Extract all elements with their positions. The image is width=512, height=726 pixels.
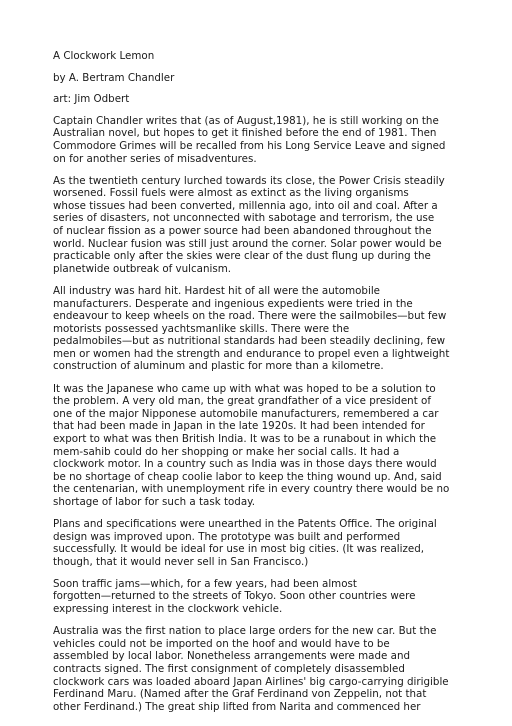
paragraph-line: manufacturers. Desperate and ingenious expedients were tried in the [53,297,413,310]
paragraph-line: world. Nuclear fusion was still just around the corner. Solar power would be [53,237,442,250]
story-title: A Clockwork Lemon [53,50,155,62]
paragraph-line: clockwork cars was loaded aboard Japan Airlines' big cargo-carrying dirigible [53,675,449,688]
paragraph-line: whose tissues had been converted, millennia ago, into oil and coal. After a [53,199,438,212]
paragraph-line: design was improved upon. The prototype was built and performed [53,530,401,543]
paragraph-line: endeavour to keep wheels on the road. There were the sailmobiles—but few [53,310,447,323]
paragraph [53,115,467,165]
paragraph-line: export to what was then British India. It was to be a runabout in which the [53,432,437,445]
paragraph-line: the problem. A very old man, the great grandfather of a vice president of [53,395,431,408]
paragraph-line: As the twentieth century lurched towards its close, the Power Crisis steadily [53,174,445,187]
paragraph [53,175,467,276]
paragraph-line: men or women had the strength and endurance to propel even a lightweight [53,347,450,360]
paragraph-line: on for another series of misadventures. [53,152,257,165]
paragraph-line: of nuclear fission as a power source had been abandoned throughout the [53,225,432,238]
paragraph-line: contracts signed. The first consignment of completely disassembled [53,662,405,675]
paragraph-line: clockwork motor. In a country such as India was in those days there would [53,458,437,471]
story-art-credit: art: Jim Odbert [53,93,130,106]
paragraph-line: Captain Chandler writes that (as of August,1981), he is still working on the [53,114,439,127]
paragraph-line: Soon traffic jams—which, for a few years, had been almost [53,577,357,590]
paragraph-line: other Ferdinand.) The great ship lifted from Narita and commenced her [53,700,421,713]
story-body [53,115,467,714]
paragraph-line: one of the major Nipponese automobile manufacturers, remembered a car [53,407,439,420]
paragraph-line: It was the Japanese who came up with what was hoped to be a solution to [53,382,436,395]
paragraph-line: Australian novel, but hopes to get it finished before the end of 1981. Then [53,127,437,140]
paragraph-line: construction of aluminum and plastic for more than a kilometre. [53,360,384,373]
paragraph-line: that had been made in Japan in the late 1920s. It had been intended for [53,420,425,433]
paragraph-line: though, that it would never sell in San Francisco.) [53,555,309,568]
paragraph-line: motorists possessed yachtsmanlike skills. There were the [53,322,350,335]
paragraph-line: the centenarian, with unemployment rife in every country there would be no [53,483,450,496]
paragraph-line: Ferdinand Maru. (Named after the Graf Ferdinand von Zeppelin, not that [53,688,427,701]
paragraph-line: planetwide outbreak of vulcanism. [53,262,232,275]
paragraph-line: Australia was the first nation to place large orders for the new car. But the [53,625,437,638]
paragraph [53,383,467,509]
paragraph-line: forgotten—returned to the streets of Tokyo. Soon other countries were [53,590,416,603]
paragraph-line: be no shortage of cheap coolie labor to keep the thing wound up. And, said [53,470,442,483]
paragraph-line: expressing interest in the clockwork vehicle. [53,603,283,616]
paragraph-line: worsened. Fossil fuels were almost as extinct as the living organisms [53,187,409,200]
paragraph-line: mem-sahib could do her shopping or make her social calls. It had a [53,445,400,458]
paragraph-line: All industry was hard hit. Hardest hit of all were the automobile [53,284,381,297]
paragraph-line: series of disasters, not unconnected with sabotage and terrorism, the use [53,212,435,225]
paragraph-line: shortage of labor for such a task today. [53,495,256,508]
paragraph [53,518,467,568]
paragraph-line: Commodore Grimes will be recalled from his Long Service Leave and signed [53,139,446,152]
story-byline: by A. Bertram Chandler [53,71,175,84]
paragraph-line: pedalmobiles—but as nutritional standards had been steadily declining, few [53,335,446,348]
paragraph [53,578,467,616]
paragraph-line: Plans and specifications were unearthed in the Patents Office. The original [53,518,437,530]
paragraph-line: vehicles could not be imported on the hoof and would have to be [53,637,390,650]
paragraph [53,625,467,713]
paragraph-line: practicable only after the skies were clear of the dust flung up during the [53,250,431,263]
paragraph [53,285,467,373]
paragraph-line: assembled by local labor. Nonetheless arrangements were made and [53,650,411,663]
paragraph-line: successfully. It would be ideal for use in most big cities. (It was realized, [53,543,425,556]
document-page [53,50,467,723]
